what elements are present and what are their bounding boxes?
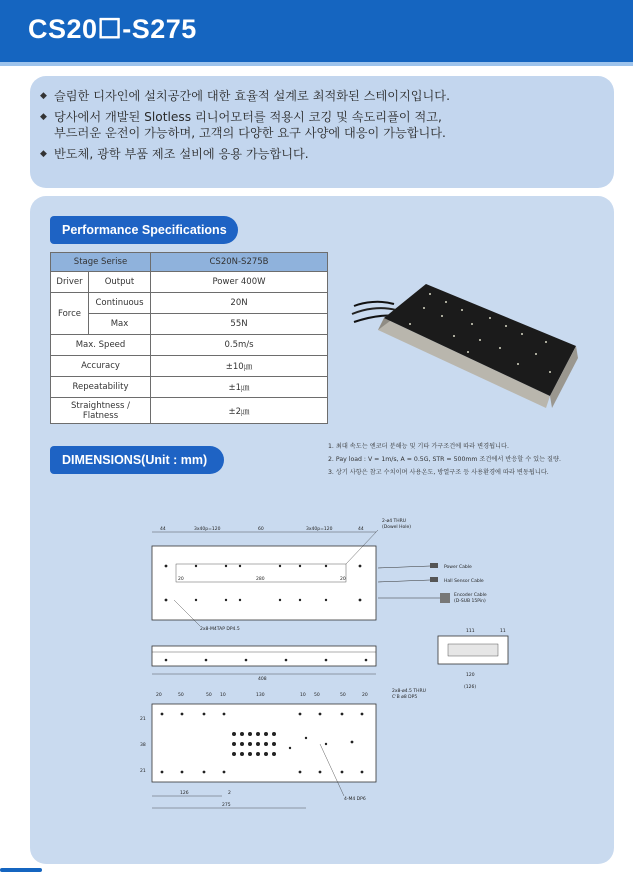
side-view <box>152 646 376 682</box>
diamond-bullet-icon: ◆ <box>40 91 47 101</box>
dim-label: 408 <box>258 677 267 682</box>
table-row <box>51 398 328 424</box>
feature-text: 반도체, 광학 부품 제조 설비에 응용 가능합니다. <box>54 147 309 161</box>
feature-item <box>40 88 602 104</box>
dim-label: 44 <box>160 527 166 532</box>
cable-label: Encoder Cable <box>454 593 487 598</box>
dim-label: 20 <box>156 693 162 698</box>
straightness-label-line2: Flatness <box>82 410 119 421</box>
cable-label: Hall Sensor Cable <box>444 579 484 584</box>
driver-label: Driver <box>51 272 89 293</box>
footer-accent <box>0 868 42 872</box>
dim-label: 10 <box>220 693 226 698</box>
dim-label: 11 <box>500 629 506 634</box>
force-max-label: Max <box>89 314 151 335</box>
feature-item <box>40 109 602 141</box>
dim-label: 130 <box>256 693 265 698</box>
dimensions-heading: DIMENSIONS(Unit : mm) <box>50 446 224 474</box>
note-item: 2. Pay load : V = 1m/s, A = 0.5G, STR = 500mm 조건에서 반응할 수 있는 질량. <box>328 456 561 463</box>
feature-item <box>40 146 602 162</box>
feature-text: 부드러운 운전이 가능하며, 고객의 다양한 요구 사양에 대응이 가능합니다. <box>54 126 446 140</box>
dim-label: 2x8-ø4.5 THRU <box>392 689 426 694</box>
cable-label: Power Cable <box>444 565 472 570</box>
accuracy-label: Accuracy <box>51 356 151 377</box>
note-item: 3. 상기 사항은 참고 수치이며 사용온도, 방열구조 등 사용환경에 따라 변동됩니다. <box>328 469 549 476</box>
dim-label: 60 <box>258 527 264 532</box>
page-header <box>0 0 633 62</box>
dim-label: 3x40p=120 <box>194 527 221 532</box>
table-header-row <box>51 253 328 272</box>
spec-table <box>50 252 328 424</box>
force-continuous-label: Continuous <box>89 293 151 314</box>
dim-label: 44 <box>358 527 364 532</box>
force-label: Force <box>51 293 89 335</box>
dim-label: (126) <box>464 685 477 690</box>
dim-label: 20 <box>362 693 368 698</box>
dim-label: 21 <box>140 717 146 722</box>
driver-value: Power 400W <box>151 272 328 293</box>
dim-label: 38 <box>140 743 146 748</box>
dim-label: (Dowel Hole) <box>382 525 412 530</box>
dim-label: 3x40p=120 <box>306 527 333 532</box>
repeatability-label: Repeatability <box>51 377 151 398</box>
dim-label: 50 <box>340 693 346 698</box>
stage-product-photo <box>350 272 582 420</box>
dim-label: 126 <box>180 791 189 796</box>
driver-sub-label: Output <box>89 272 151 293</box>
table-header-model: CS20N-S275B <box>151 253 328 272</box>
dim-label: 2-ø4 THRU <box>382 519 407 524</box>
table-row <box>51 293 328 314</box>
straightness-label-line1: Straightness / <box>71 400 130 411</box>
feature-text: 슬림한 디자인에 설치공간에 대한 효율적 설계로 최적화된 스테이지입니다. <box>54 89 450 103</box>
dim-label: 10 <box>300 693 306 698</box>
performance-heading: Performance Specifications <box>50 216 238 244</box>
force-max-value: 55N <box>151 314 328 335</box>
dim-label: C‘B ø8 DP5 <box>392 695 418 700</box>
force-continuous-value: 20N <box>151 293 328 314</box>
max-speed-value: 0.5m/s <box>151 335 328 356</box>
table-row <box>51 272 328 293</box>
dim-label: 120 <box>466 673 475 678</box>
dim-label: 50 <box>178 693 184 698</box>
cable-diagram <box>378 563 487 604</box>
dim-label: 20 <box>178 577 184 582</box>
feature-list <box>30 76 614 188</box>
dim-label: 20 <box>340 577 346 582</box>
diamond-bullet-icon: ◆ <box>40 112 47 122</box>
repeatability-value: ±1㎛ <box>151 377 328 398</box>
dim-label: 111 <box>466 629 475 634</box>
notes <box>328 440 561 479</box>
product-title: CS20☐-S275 <box>28 14 197 44</box>
dim-label: 2 <box>228 791 231 796</box>
accuracy-value: ±10㎛ <box>151 356 328 377</box>
dim-label: 275 <box>222 803 231 808</box>
end-view <box>438 628 508 690</box>
note-item: 1. 최대 속도는 엔코더 분해능 및 기타 가구조건에 따라 변경됩니다. <box>328 443 509 450</box>
dimension-drawing <box>130 508 600 813</box>
max-speed-label: Max. Speed <box>51 335 151 356</box>
header-stripe <box>0 62 633 66</box>
dim-label: 2x8-M4TAP DP4.5 <box>200 627 240 632</box>
straightness-value: ±2㎛ <box>151 398 328 424</box>
dim-label: 21 <box>140 769 146 774</box>
dim-label: 4-M4 DP6 <box>344 797 366 802</box>
table-row <box>51 377 328 398</box>
dim-label: 50 <box>206 693 212 698</box>
bottom-view <box>140 688 426 808</box>
dim-label: 280 <box>256 577 265 582</box>
cable-label: (D-SUB 15Pin) <box>454 599 486 604</box>
feature-text: 당사에서 개발된 Slotless 리니어모터를 적용시 코깅 및 속도리플이 적고, <box>54 110 442 124</box>
diamond-bullet-icon: ◆ <box>40 149 47 159</box>
dim-label: 50 <box>314 693 320 698</box>
table-row <box>51 314 328 335</box>
top-view <box>152 518 411 632</box>
table-row <box>51 356 328 377</box>
table-row <box>51 335 328 356</box>
table-header-label: Stage Serise <box>51 253 151 272</box>
straightness-label <box>51 398 151 424</box>
